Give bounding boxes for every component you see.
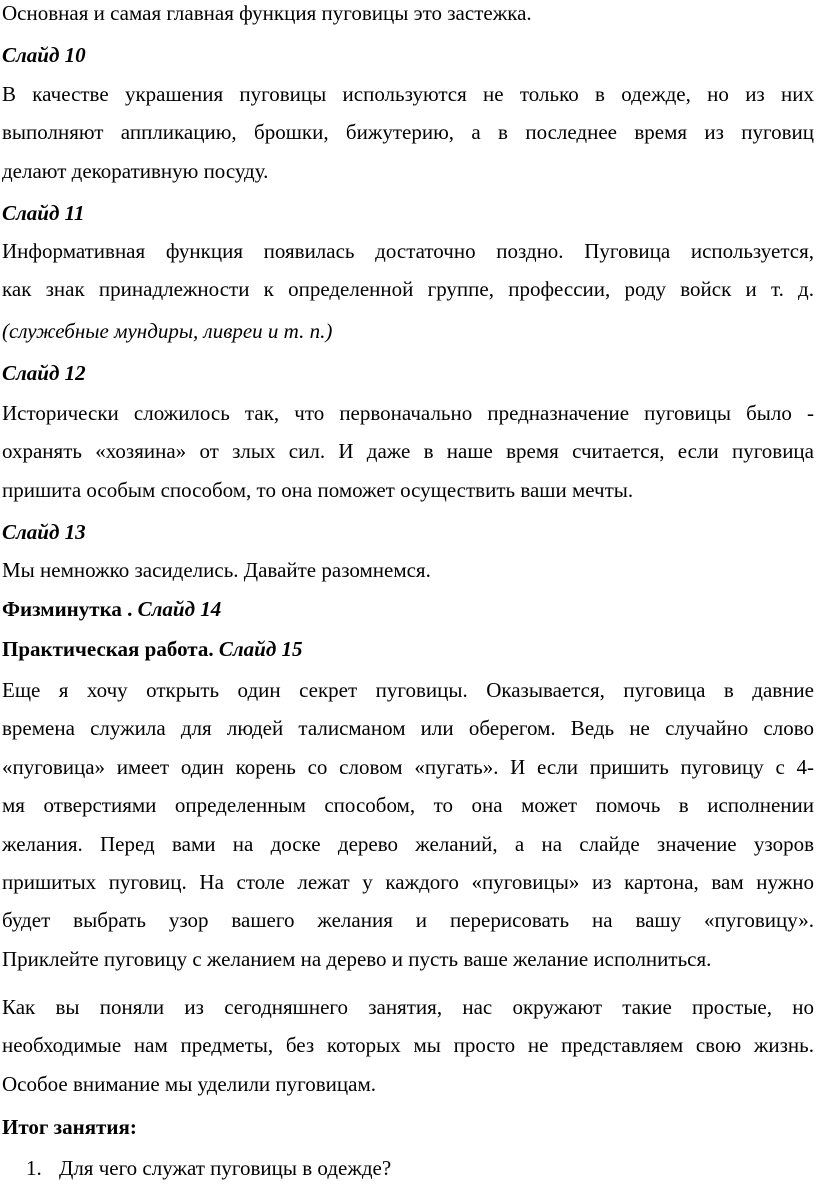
text-line: желания. Перед вами на доске дерево желаний, а на слайде значение узоров — [2, 831, 814, 856]
list-item-text: Для чего служат пуговицы в одежде? — [59, 1156, 392, 1180]
text-line: пришита особым способом, то она поможет осуществить ваши мечты. — [2, 477, 634, 502]
paragraph-slide-11 — [2, 232, 814, 309]
text-line: выполняют аппликацию, брошки, бижутерию, а в последнее время из пуговиц — [2, 120, 814, 145]
fizminutka-heading — [2, 596, 221, 622]
text-line: Приклейте пуговицу с желанием на дерево и пусть ваше желание исполниться. — [2, 946, 712, 971]
text-line: Мы немножко засиделись. Давайте разомнемся. — [2, 558, 431, 582]
text-line: Как вы поняли из сегодняшнего занятия, нас окружают такие простые, но — [2, 995, 814, 1019]
summary-heading: Итог занятия: — [2, 1115, 137, 1139]
text-line: Особое внимание мы уделили пуговицам. — [2, 1071, 377, 1096]
practical-heading — [2, 636, 303, 662]
text-line: «пуговица» имеет один корень со словом «пугать». И если пришить пуговицу с 4- — [2, 754, 814, 779]
list-item — [26, 1155, 391, 1181]
slide-11-italic-note: (служебные мундиры, ливреи и т. п.) — [2, 319, 333, 343]
text-line: необходимые нам предметы, без которых мы просто не представляем свою жизнь. — [2, 1033, 814, 1058]
text-line: Исторически сложилось так, что первоначально предназначение пуговицы было - — [2, 401, 814, 425]
fizminutka-label: Физминутка . — [2, 597, 133, 621]
slide-10-heading: Слайд 10 — [2, 43, 86, 67]
text-line: делают декоративную посуду. — [2, 158, 269, 183]
text-line: как знак принадлежности к определенной группе, профессии, роду войск и т. д. — [2, 277, 814, 302]
practical-label: Практическая работа. — [2, 637, 214, 661]
text-line: времена служила для людей талисманом или оберегом. Ведь не случайно слово — [2, 716, 814, 741]
paragraph-slide-13 — [2, 551, 814, 589]
text-line: охранять «хозяина» от злых сил. И даже в наше время считается, если пуговица — [2, 439, 814, 464]
slide-13-heading: Слайд 13 — [2, 520, 86, 544]
text-line: будет выбрать узор вашего желания и перерисовать на вашу «пуговицу». — [2, 908, 814, 933]
paragraph-practical — [2, 671, 814, 978]
paragraph-intro — [2, 0, 814, 32]
text-line: Еще я хочу открыть один секрет пуговицы. Оказывается, пуговица в давние — [2, 678, 814, 702]
slide-12-heading: Слайд 12 — [2, 361, 86, 385]
text-line: В качестве украшения пуговицы используются не только в одежде, но из них — [2, 82, 814, 106]
text-line: Информативная функция появилась достаточно поздно. Пуговица используется, — [2, 239, 814, 263]
paragraph-slide-10 — [2, 75, 814, 190]
slide-14-label: Слайд 14 — [137, 597, 222, 621]
text-line: пришитых пуговиц. На столе лежат у каждого «пуговицы» из картона, вам нужно — [2, 869, 814, 894]
text-line: Основная и самая главная функция пуговицы это застежка. — [2, 1, 532, 25]
list-item-number: 1. — [26, 1156, 42, 1180]
text-line: мя отверстиями определенным способом, то она может помочь в исполнении — [2, 793, 814, 818]
paragraph-slide-12 — [2, 394, 814, 509]
slide-15-label: Слайд 15 — [218, 637, 303, 661]
paragraph-conclusion — [2, 988, 814, 1103]
slide-11-heading: Слайд 11 — [2, 201, 85, 225]
